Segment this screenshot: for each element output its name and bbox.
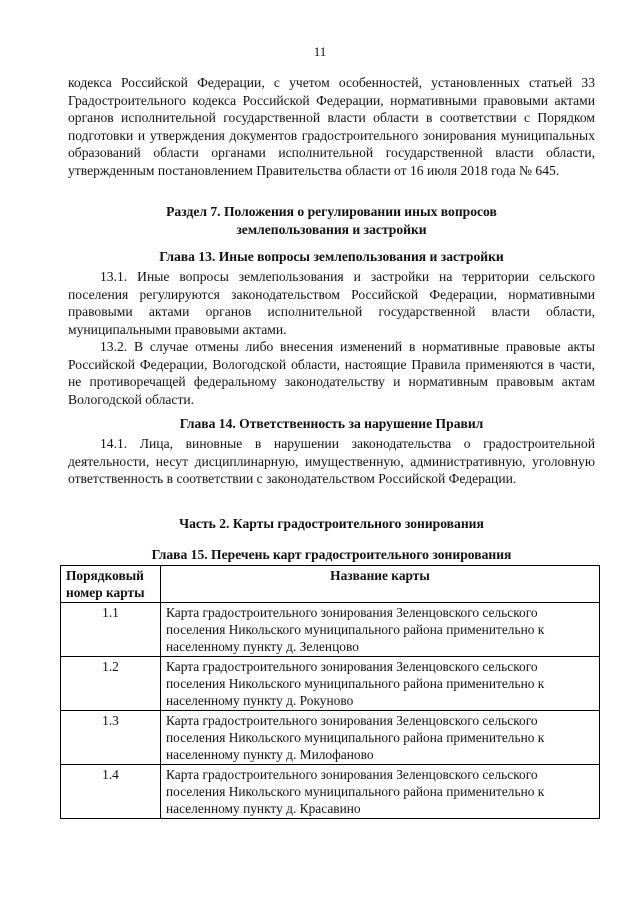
part-2-title: Часть 2. Карты градостроительного зонирования — [179, 516, 484, 531]
header-map-number — [61, 566, 161, 603]
map-name-cell — [161, 603, 600, 657]
paragraph-14-1: 14.1. Лица, виновные в нарушении законодательства о градостроительной деятельности, несут дисциплинарную, имущественную, административную, уголовную ответственность в соответствии с законодательством Российской Федерации. — [68, 436, 595, 486]
map-number-cell: 1.1 — [61, 603, 161, 657]
map-name-line: населенному пункту д. Рокуново — [166, 693, 354, 708]
map-name-cell — [161, 657, 600, 711]
map-number-cell: 1.2 — [61, 657, 161, 711]
section-7-title-line-2: землепользования и застройки — [236, 221, 427, 237]
section-7-title — [68, 203, 595, 238]
table-header-row — [61, 566, 600, 603]
map-name-line: поселения Никольского муниципального района применительно к — [166, 730, 545, 745]
table-row — [61, 603, 600, 657]
table-row — [61, 657, 600, 711]
header-map-number-line-2: номер карты — [66, 585, 145, 600]
map-name-cell — [161, 711, 600, 765]
section-7-title-line-1: Раздел 7. Положения о регулировании иных вопросов — [166, 204, 497, 219]
map-name-line: населенному пункту д. Зеленцово — [166, 639, 359, 654]
map-name-line: поселения Никольского муниципального района применительно к — [166, 676, 545, 691]
intro-paragraph: кодекса Российской Федерации, с учетом особенностей, установленных статьей 33 Градостроительного кодекса Российской Федерации, нормативными правовыми актами органов исполнительной государственной власти области в соответствии с Порядком подготовки и утверждения документов градостроительного зонирования муниципальных образований области органами исполнительной государственной власти области, утвержденным постановлением Правительства области от 16 июля 2018 года № 645. — [68, 75, 595, 178]
chapter-14-title: Глава 14. Ответственность за нарушение Правил — [179, 416, 484, 431]
map-number-cell: 1.3 — [61, 711, 161, 765]
paragraph-13-1: 13.1. Иные вопросы землепользования и застройки на территории сельского поселения регулируются законодательством Российской Федерации, нормативными правовыми актами органов исполнительной государственной власти области, муниципальными правовыми актами. — [68, 269, 595, 337]
chapter-13-title: Глава 13. Иные вопросы землепользования и застройки — [159, 249, 504, 264]
map-name-line: населенному пункту д. Красавино — [166, 801, 361, 816]
paragraph-13-2: 13.2. В случае отмены либо внесения изменений в нормативные правовые акты Российской Федерации, Вологодской области, настоящие Правила применяются в части, не противоречащей федеральному законодательству и нормативным правовым актам Вологодской области. — [68, 339, 595, 407]
header-map-number-line-1: Порядковый — [66, 568, 144, 583]
map-name-line: поселения Никольского муниципального района применительно к — [166, 784, 545, 799]
map-name-line: поселения Никольского муниципального района применительно к — [166, 622, 545, 637]
maps-table — [60, 565, 600, 819]
map-name-line: Карта градостроительного зонирования Зеленцовского сельского — [166, 713, 538, 728]
map-name-line: Карта градостроительного зонирования Зеленцовского сельского — [166, 605, 538, 620]
chapter-15-title: Глава 15. Перечень карт градостроительного зонирования — [151, 547, 512, 562]
table-row — [61, 765, 600, 819]
map-name-line: Карта градостроительного зонирования Зеленцовского сельского — [166, 659, 538, 674]
map-number-cell: 1.4 — [61, 765, 161, 819]
map-name-cell — [161, 765, 600, 819]
header-map-name: Название карты — [161, 566, 600, 603]
map-name-line: Карта градостроительного зонирования Зеленцовского сельского — [166, 767, 538, 782]
page-number: 11 — [313, 44, 327, 59]
map-name-line: населенному пункту д. Милофаново — [166, 747, 374, 762]
table-row — [61, 711, 600, 765]
